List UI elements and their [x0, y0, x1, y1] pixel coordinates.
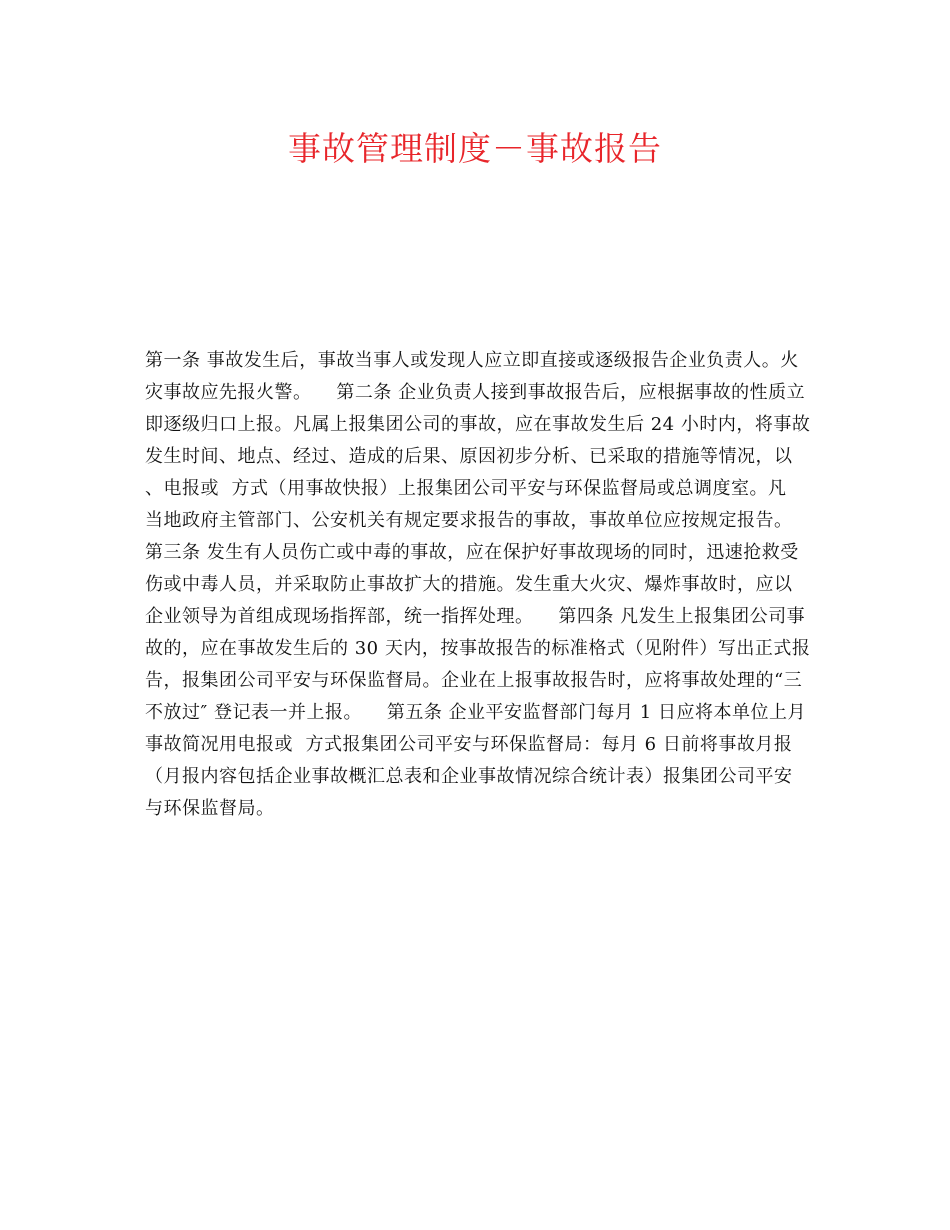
body-line: 企业领导为首组成现场指挥部，统一指挥处理。 第四条 凡发生上报集团公司事 — [145, 606, 806, 627]
body-line: 告，报集团公司平安与环保监督局。企业在上报事故报告时，应将事故处理的“三 — [145, 670, 803, 691]
document-body — [145, 345, 815, 825]
document-title: 事故管理制度－事故报告 — [288, 129, 662, 168]
body-line: 灾事故应先报火警。 第二条 企业负责人接到事故报告后，应根据事故的性质立 — [145, 382, 806, 403]
body-line: （月报内容包括企业事故概汇总表和企业事故情况综合统计表）报集团公司平安 — [145, 766, 793, 787]
body-line: 第三条 发生有人员伤亡或中毒的事故，应在保护好事故现场的同时，迅速抢救受 — [145, 542, 799, 563]
body-line: 与环保监督局。 — [145, 798, 275, 819]
body-line: 即逐级归口上报。凡属上报集团公司的事故，应在事故发生后 24 小时内，将事故 — [145, 414, 811, 435]
body-line: 第一条 事故发生后，事故当事人或发现人应立即直接或逐级报告企业负责人。火 — [145, 350, 799, 371]
body-line: 事故简况用电报或 方式报集团公司平安与环保监督局：每月 6 日前将事故月报 — [145, 734, 793, 755]
body-line: 伤或中毒人员，并采取防止事故扩大的措施。发生重大火灾、爆炸事故时，应以 — [145, 574, 793, 595]
body-line: 、电报或 方式（用事故快报）上报集团公司平安与环保监督局或总调度室。凡 — [145, 478, 787, 499]
body-line: 发生时间、地点、经过、造成的后果、原因初步分析、已采取的措施等情况，以 — [145, 446, 793, 467]
body-line: 故的，应在事故发生后的 30 天内，按事故报告的标准格式（见附件）写出正式报 — [145, 638, 811, 659]
body-line: 当地政府主管部门、公安机关有规定要求报告的事故，事故单位应按规定报告。 — [145, 510, 793, 531]
body-line: 不放过″ 登记表一并上报。 第五条 企业平安监督部门每月 1 日应将本单位上月 — [145, 702, 806, 723]
